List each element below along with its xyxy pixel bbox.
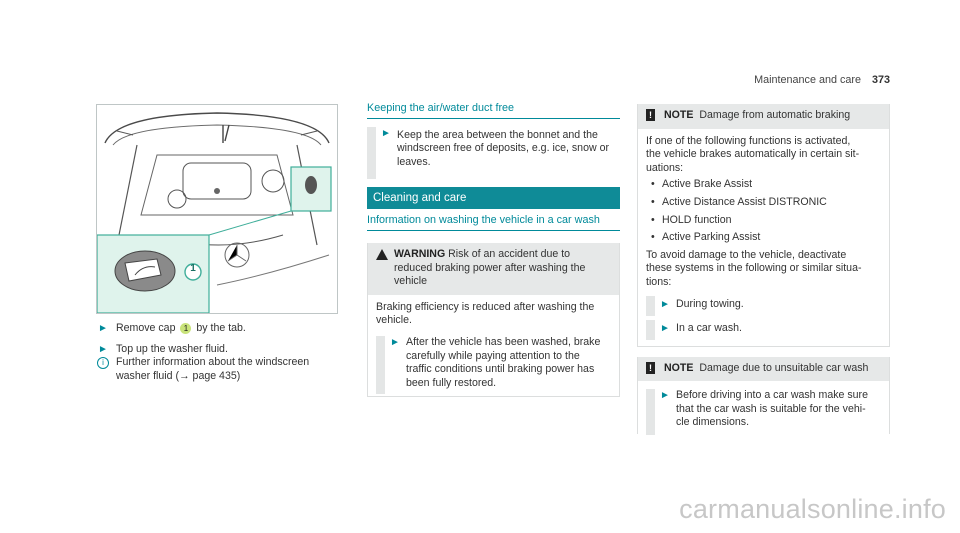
after-wash-text xyxy=(376,336,611,390)
during-towing: During towing. xyxy=(676,297,744,310)
in-car-wash: In a car wash. xyxy=(676,321,742,334)
keep-line-1: Keep the area between the bonnet and the xyxy=(397,128,598,141)
note1-header xyxy=(638,104,889,129)
note1-line-1: If one of the following functions is activated, xyxy=(646,134,851,147)
after-wash-step xyxy=(376,336,611,390)
braking-line-2: vehicle. xyxy=(376,314,412,327)
arrow-right-icon: ► xyxy=(660,322,670,334)
warning-box xyxy=(367,243,620,397)
note-unsuitable-car-wash xyxy=(637,357,890,434)
before-line-2: that the car wash is suitable for the vehi- xyxy=(676,402,866,415)
heading-air-water-duct: Keeping the air/water duct free xyxy=(367,102,620,119)
callout-num: 1 xyxy=(183,323,189,333)
note1-line-3: uations: xyxy=(646,161,684,174)
keep-line-2: windscreen free of deposits, e.g. ice, snow or xyxy=(397,142,609,155)
warning-line-3: vehicle xyxy=(394,275,427,288)
note2-body xyxy=(638,381,889,434)
page-reference-link[interactable]: page 435) xyxy=(192,369,241,382)
function-list xyxy=(646,178,881,244)
step2-text: Top up the washer fluid. xyxy=(116,342,228,355)
banner-cleaning-care: Cleaning and care xyxy=(367,187,620,209)
after-line-3: traffic conditions until braking power has xyxy=(406,363,595,376)
arrow-right-icon: ► xyxy=(381,127,391,139)
note2-header xyxy=(638,357,889,382)
left-column xyxy=(96,322,346,383)
note1-body xyxy=(638,129,889,346)
info-line-2 xyxy=(116,370,346,384)
info-line-1: Further information about the windscreen xyxy=(116,356,310,369)
info-note xyxy=(96,356,346,383)
list-item: • HOLD function xyxy=(646,214,881,228)
warning-line-1: Risk of an accident due to xyxy=(448,247,571,260)
braking-line-1: Braking efficiency is reduced after washing the xyxy=(376,300,595,313)
middle-column xyxy=(367,102,620,397)
car-wash-text xyxy=(646,322,881,336)
keep-line-3: leaves. xyxy=(397,155,431,168)
arrow-right-icon: ► xyxy=(660,298,670,310)
page-ref-arrow-icon: → xyxy=(179,369,190,382)
arrow-right-icon: ► xyxy=(660,390,670,402)
note1-title: Damage from automatic braking xyxy=(699,109,851,121)
keep-clear-step xyxy=(367,127,620,170)
note2-title: Damage due to unsuitable car wash xyxy=(699,361,869,374)
after-line-1: After the vehicle has been washed, brake xyxy=(406,335,601,348)
note-exclamation-icon: ! xyxy=(646,109,655,121)
warning-body xyxy=(368,295,619,397)
arrow-right-icon: ► xyxy=(98,343,108,355)
engine-bay-illustration xyxy=(97,105,337,313)
warning-line-2: reduced braking power after washing the xyxy=(394,261,586,274)
car-wash-step xyxy=(646,322,881,338)
arrow-right-icon: ► xyxy=(390,336,400,348)
avoid-line-3: tions: xyxy=(646,275,672,288)
step-top-up xyxy=(96,343,346,357)
warning-header xyxy=(368,243,619,295)
note1-line-2: the vehicle brakes automatically in certain sit- xyxy=(646,148,860,161)
after-line-2: carefully while paying attention to the xyxy=(406,349,580,362)
during-towing-text xyxy=(646,298,881,312)
warning-triangle-icon xyxy=(376,249,388,260)
note-exclamation-icon: ! xyxy=(646,362,655,374)
step-remove-cap xyxy=(96,322,346,336)
list-item: • Active Distance Assist DISTRONIC xyxy=(646,196,881,210)
before-line-3: cle dimensions. xyxy=(676,416,750,429)
page-header xyxy=(720,74,890,86)
callout-badge xyxy=(180,323,191,334)
note1-label: NOTE xyxy=(664,109,694,121)
figure-callout-1: 1 xyxy=(190,263,196,274)
list-item: • Active Parking Assist xyxy=(646,231,881,245)
before-driving-text xyxy=(646,389,881,430)
right-column xyxy=(637,104,890,434)
watermark: carmanualsonline.info xyxy=(679,494,946,524)
note-automatic-braking xyxy=(637,104,890,347)
info-line-2-prefix: washer fluid ( xyxy=(116,369,179,382)
engine-bay-figure xyxy=(96,104,338,314)
after-line-4: been fully restored. xyxy=(406,376,497,389)
note2-label: NOTE xyxy=(664,361,694,374)
keep-clear-text xyxy=(367,127,620,170)
during-towing-step xyxy=(646,298,881,318)
page-number: 373 xyxy=(871,74,890,86)
avoid-line-1: To avoid damage to the vehicle, deactivate xyxy=(646,248,847,261)
warning-label: WARNING xyxy=(394,247,446,260)
avoid-line-2: these systems in the following or similar situa- xyxy=(646,262,862,275)
step1-prefix: Remove cap xyxy=(116,322,176,334)
header-section: Maintenance and care xyxy=(754,74,861,86)
list-item: • Active Brake Assist xyxy=(646,178,881,192)
step1-suffix: by the tab. xyxy=(196,322,246,334)
arrow-right-icon: ► xyxy=(98,323,108,334)
info-icon: i xyxy=(97,357,109,369)
heading-car-wash: Information on washing the vehicle in a car wash xyxy=(367,214,620,231)
before-line-1: Before driving into a car wash make sure xyxy=(676,389,868,402)
